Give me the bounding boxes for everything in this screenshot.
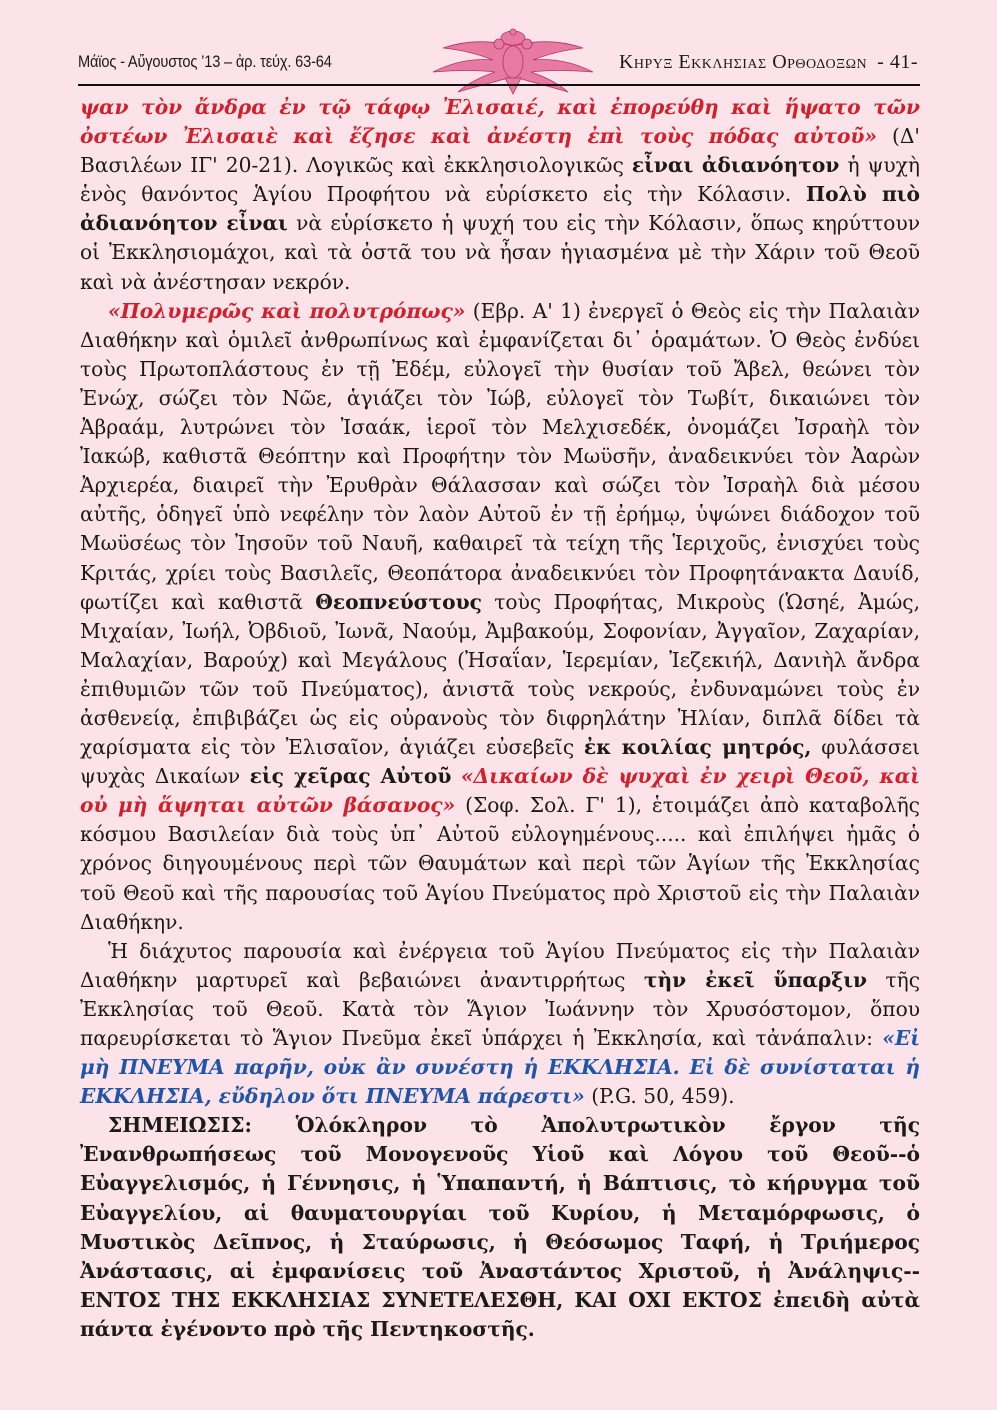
text: (Δ' Βασιλέων ΙΓ' 20-21). Λογικῶς καὶ ἐκκλησιολογικῶς — [80, 124, 920, 178]
emphasis: ἐκ κοιλίας μητρός, — [583, 735, 812, 760]
page-number: - 41- — [877, 51, 918, 73]
text: νὰ εὑρίσκετο ἡ ψυχή του εἰς τὴν Κόλασιν, ὅπως κηρύττουν οἱ Ἐκκλησιομάχοι, καὶ τὰ ὀστᾶ του νὰ ἦσαν ἡγιασμένα μὲ τὴν Χάριν τοῦ Θεοῦ καὶ νὰ ἀνέστησαν νεκρόν. — [80, 211, 920, 294]
header-rule — [78, 84, 920, 86]
text: (P.G. 50, 459). — [584, 1084, 735, 1109]
emphasis: τὴν ἐκεῖ ὕπαρξιν — [643, 967, 868, 992]
paragraph-3 — [80, 937, 920, 1112]
text: τῆς Ἐκκλησίας τοῦ Θεοῦ. Κατὰ τὸν Ἅγιον Ἰωάννην τὸν Χρυσόστομον, ὅπου παρευρίσκεται τὸ Ἅγιον Πνεῦμα ἐκεῖ ὑπάρχει ἡ Ἐκκλησία, καὶ τἀνάπαλιν: — [80, 967, 920, 1050]
journal-title: Κηρυξ Εκκλησιας Ορθοδοξων — [618, 51, 868, 73]
double-headed-eagle-icon — [413, 28, 613, 98]
text: (Σοφ. Σολ. Γ' 1), ἑτοιμάζει ἀπὸ καταβολῆς κόσμου Βασιλείαν διὰ τοὺς ὑπ᾽ Αὐτοῦ εὐλογημένους..... καὶ ἐπιλήψει ἡμᾶς ὁ χρόνος διηγουμένους περὶ τῶν Θαυμάτων καὶ περὶ τῶν Ἁγίων τῆς Ἐκκλησίας τοῦ Θεοῦ καὶ τῆς παρουσίας τοῦ Ἁγίου Πνεύματος πρὸ Χριστοῦ εἰς τὴν Παλαιὰν Διαθήκην. — [80, 793, 920, 934]
article-body — [80, 93, 920, 1344]
text: (Εβρ. Α' 1) ἐνεργεῖ ὁ Θεὸς εἰς τὴν Παλαιὰν Διαθήκην καὶ ὁμιλεῖ ἀνθρωπίνως καὶ ἐμφανίζεται δι᾽ ὁραμάτων. Ὁ Θεὸς ἐνδύει τοὺς Πρωτοπλάστους ἐν τῇ Ἐδέμ, εὐλογεῖ τὴν θυσίαν τοῦ Ἄβελ, θεώνει τὸν Ἐνώχ, σώζει τὸν Νῶε, ἁγιάζει τὸν Ἰώβ, εὐλογεῖ τὸν Τωβίτ, δικαιώνει τὸν Ἀβραάμ, λυτρώνει τὸν Ἰσαάκ, ἱεροῖ τὸν Μελχισεδέκ, ὀνομάζει Ἰσραὴλ τὸν Ἰακώβ, καθιστᾶ Θεόπτην καὶ Προφήτην τὸν Μωϋσῆν, ἀναδεικνύει τὸν Ἀαρὼν Ἀρχιερέα, διαιρεῖ τὴν Ἐρυθρὰν Θάλασσαν καὶ σώζει τὸν Ἰσραὴλ διὰ μέσου αὐτῆς, ὁδηγεῖ ὑπὸ νεφέλην τὸν λαὸν Αὐτοῦ ἐν τῇ ἐρήμῳ, ὑψώνει διάδοχον τοῦ Μωϋσέως τὸν Ἰησοῦν τοῦ Ναυῆ, καθαιρεῖ τὰ τείχη τῆς Ἱεριχοῦς, ἐνισχύει τοὺς Κριτάς, χρίει τοὺς Βασιλεῖς, Θεοπάτορα ἀναδεικνύει τὸν Προφητάνακτα Δαυίδ, φωτίζει καὶ καθιστᾶ — [80, 298, 920, 614]
journal-title-and-page — [619, 51, 918, 74]
emphasis: εἰς χεῖρας Αὐτοῦ — [249, 764, 452, 789]
paragraph-2 — [80, 297, 920, 937]
paragraph-1 — [80, 93, 920, 297]
running-header — [78, 36, 918, 98]
text: Ἡ διάχυτος παρουσία καὶ ἐνέργεια τοῦ Ἁγίου Πνεύματος εἰς τὴν Παλαιὰν Διαθήκην μαρτυρεῖ καὶ βεβαιώνει ἀναντιρρήτως — [80, 938, 920, 992]
notes-paragraph: ΣΗΜΕΙΩΣΙΣ: Ὁλόκληρον τὸ Ἀπολυτρωτικὸν ἔργον τῆς Ἐνανθρωπήσεως τοῦ Μονογενοῦς Υἱοῦ καὶ Λόγου τοῦ Θεοῦ--ὁ Εὐαγγελισμός, ἡ Γέννησις, ἡ Ὑπαπαντή, ἡ Βάπτισις, τὸ κήρυγμα τοῦ Εὐαγγελίου, αἱ θαυματουργίαι τοῦ Κυρίου, ἡ Μεταμόρφωσις, ὁ Μυστικὸς Δεῖπνος, ἡ Σταύρωσις, ἡ Θεόσωμος Ταφή, ἡ Τριήμερος Ἀνάστασις, αἱ ἐμφανίσεις τοῦ Ἀναστάντος Χριστοῦ, ἡ Ἀνάληψις--ΕΝΤΟΣ ΤΗΣ ΕΚΚΛΗΣΙΑΣ ΣΥΝΕΤΕΛΕΣΘΗ, ΚΑΙ ΟΧΙ ΕΚΤΟΣ ἐπειδὴ αὐτὰ πάντα ἐγένοντο πρὸ τῆς Πεντηκοστῆς. — [80, 1113, 920, 1341]
text: ἡ ψυχὴ ἑνὸς θανόντος Ἁγίου Προφήτου νὰ εὑρίσκετο εἰς τὴν Κόλασιν. — [80, 153, 921, 207]
chrysostom-quote: «Εἰ μὴ ΠΝΕΥΜΑ παρῆν, οὐκ ἂν συνέστη ἡ ΕΚΚΛΗΣΙΑ. Εἰ δὲ συνίσταται ἡ ΕΚΚΛΗΣΙΑ, εὔδηλον ὅτι ΠΝΕΥΜΑ πάρεστι» — [80, 1026, 920, 1109]
emphasis: Θεοπνεύστους — [315, 589, 482, 614]
text: φυλάσσει ψυχὰς Δικαίων — [80, 735, 920, 789]
scripture-quote-hebrews: «Πολυμερῶς καὶ πολυτρόπως» — [108, 298, 466, 323]
emphasis: εἶναι ἀδιανόητον — [631, 153, 840, 178]
scripture-quote-wisdom: «Δικαίων δὲ ψυχαὶ ἐν χειρὶ Θεοῦ, καὶ οὐ μὴ ἅψηται αὐτῶν βάσανος» — [80, 764, 920, 818]
emphasis: Πολὺ πιὸ ἀδιανόητον εἶναι — [80, 182, 920, 236]
scripture-quote-kings: ψαν τὸν ἄνδρα ἐν τῷ τάφῳ Ἐλισαιέ, καὶ ἐπορεύθη καὶ ἥψατο τῶν ὀστέων Ἐλισαιὲ καὶ ἔζησε καὶ ἀνέστη ἐπὶ τοὺς πόδας αὐτοῦ» — [80, 95, 920, 149]
text: τοὺς Προφήτας, Μικροὺς (Ὡσηέ, Ἀμώς, Μιχαίαν, Ἰωήλ, Ὀβδιοῦ, Ἰωνᾶ, Ναούμ, Ἀμβακούμ, Σοφονίαν, Ἀγγαῖον, Ζαχαρίαν, Μαλαχίαν, Βαρούχ) καὶ Μεγάλους (Ἠσαΐαν, Ἱερεμίαν, Ἰεζεκιήλ, Δανιὴλ ἄνδρα ἐπιθυμιῶν τῶν τοῦ Πνεύματος), ἀνιστᾶ τοὺς νεκρούς, ἐνδυναμώνει τοὺς ἐν ἀσθενείᾳ, ἐπιβιβάζει ὡς εἰς οὐρανοὺς τὸν διφρηλάτην Ἠλίαν, διπλᾶ δίδει τὰ χαρίσματα εἰς τὸν Ἐλισαῖον, ἁγιάζει εὐσεβεῖς — [80, 589, 921, 760]
issue-info: Μάϊος - Αὔγουστος ’13 – ἀρ. τεύχ. 63-64 — [78, 52, 332, 71]
